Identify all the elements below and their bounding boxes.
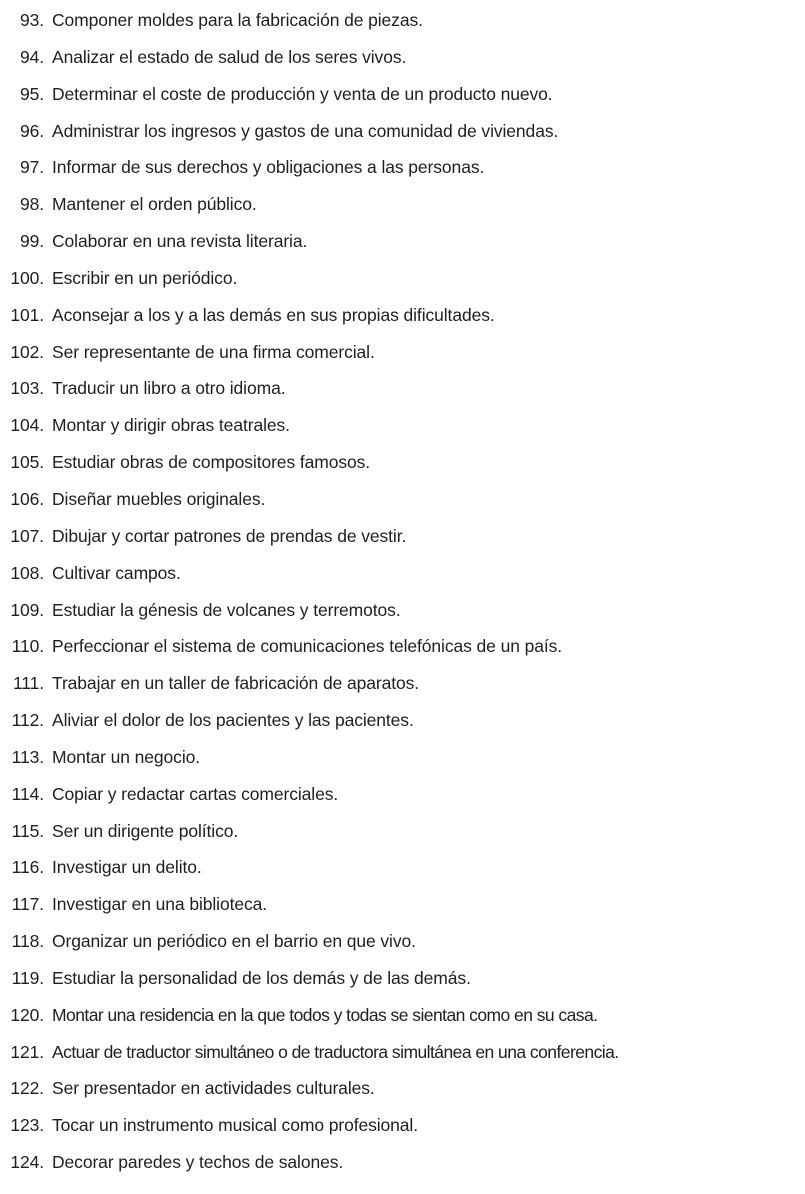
item-number: 100. bbox=[10, 267, 44, 288]
list-item bbox=[0, 334, 805, 371]
list-item bbox=[0, 297, 805, 334]
item-number: 103. bbox=[10, 378, 44, 399]
item-number: 114. bbox=[11, 783, 44, 804]
item-text: Colaborar en una revista literaria. bbox=[52, 231, 308, 252]
list-item bbox=[0, 776, 805, 813]
item-number: 108. bbox=[10, 562, 44, 583]
interest-items-list bbox=[0, 2, 805, 1181]
item-text: Montar un negocio. bbox=[52, 746, 201, 767]
item-text: Cultivar campos. bbox=[52, 562, 181, 583]
list-item bbox=[0, 1070, 805, 1107]
item-text: Informar de sus derechos y obligaciones a las personas. bbox=[52, 157, 485, 178]
item-text: Ser un dirigente político. bbox=[52, 820, 239, 841]
item-number: 97. bbox=[19, 157, 44, 178]
item-number: 115. bbox=[11, 820, 44, 841]
item-text: Organizar un periódico en el barrio en que vivo. bbox=[52, 931, 416, 952]
list-item bbox=[0, 444, 805, 481]
item-number: 105. bbox=[10, 452, 44, 473]
list-item bbox=[0, 702, 805, 739]
item-number: 102. bbox=[10, 341, 44, 362]
item-text: Copiar y redactar cartas comerciales. bbox=[52, 783, 339, 804]
item-text: Determinar el coste de producción y venta de un producto nuevo. bbox=[52, 83, 553, 104]
item-text: Estudiar la personalidad de los demás y de las demás. bbox=[52, 967, 471, 988]
item-number: 121. bbox=[10, 1041, 44, 1062]
item-text: Tocar un instrumento musical como profesional. bbox=[52, 1115, 418, 1136]
item-number: 107. bbox=[10, 525, 44, 546]
item-number: 110. bbox=[11, 636, 44, 657]
list-item bbox=[0, 2, 805, 39]
list-item bbox=[0, 997, 805, 1034]
list-item bbox=[0, 407, 805, 444]
item-text: Investigar en una biblioteca. bbox=[52, 894, 268, 915]
item-text: Aconsejar a los y a las demás en sus propias dificultades. bbox=[52, 304, 495, 325]
list-item bbox=[0, 370, 805, 407]
item-text: Montar una residencia en la que todos y todas se sientan como en su casa. bbox=[52, 1004, 598, 1025]
list-item bbox=[0, 39, 805, 76]
list-item bbox=[0, 923, 805, 960]
item-text: Ser presentador en actividades culturales. bbox=[52, 1078, 375, 1099]
item-number: 112. bbox=[11, 710, 44, 731]
list-item bbox=[0, 113, 805, 150]
item-text: Aliviar el dolor de los pacientes y las pacientes. bbox=[52, 710, 414, 731]
list-item bbox=[0, 186, 805, 223]
item-text: Mantener el orden público. bbox=[52, 194, 257, 215]
list-item bbox=[0, 1107, 805, 1144]
list-item bbox=[0, 665, 805, 702]
item-text: Ser representante de una firma comercial. bbox=[52, 341, 375, 362]
list-item bbox=[0, 518, 805, 555]
item-number: 124. bbox=[10, 1152, 44, 1173]
list-item bbox=[0, 849, 805, 886]
item-number: 101. bbox=[10, 304, 44, 325]
list-item bbox=[0, 628, 805, 665]
item-number: 109. bbox=[10, 599, 44, 620]
item-number: 96. bbox=[19, 120, 44, 141]
item-text: Administrar los ingresos y gastos de una comunidad de viviendas. bbox=[52, 120, 559, 141]
item-number: 111. bbox=[12, 673, 44, 694]
item-number: 122. bbox=[10, 1078, 44, 1099]
item-text: Analizar el estado de salud de los seres vivos. bbox=[52, 46, 407, 67]
item-number: 106. bbox=[10, 488, 44, 509]
list-item bbox=[0, 960, 805, 997]
item-text: Diseñar muebles originales. bbox=[52, 488, 266, 509]
list-item bbox=[0, 886, 805, 923]
list-item bbox=[0, 1144, 805, 1181]
item-text: Montar y dirigir obras teatrales. bbox=[52, 415, 290, 436]
item-number: 123. bbox=[10, 1115, 44, 1136]
item-text: Dibujar y cortar patrones de prendas de vestir. bbox=[52, 525, 407, 546]
item-number: 98. bbox=[19, 194, 44, 215]
item-number: 99. bbox=[19, 231, 44, 252]
item-number: 104. bbox=[10, 415, 44, 436]
list-item bbox=[0, 481, 805, 518]
item-number: 120. bbox=[10, 1004, 44, 1025]
item-text: Componer moldes para la fabricación de piezas. bbox=[52, 10, 423, 30]
list-item bbox=[0, 76, 805, 113]
item-number: 119. bbox=[11, 967, 44, 988]
item-number: 93. bbox=[19, 10, 44, 30]
list-item bbox=[0, 260, 805, 297]
item-number: 94. bbox=[19, 46, 44, 67]
item-text: Escribir en un periódico. bbox=[52, 267, 238, 288]
item-text: Decorar paredes y techos de salones. bbox=[52, 1152, 344, 1173]
item-number: 113. bbox=[11, 746, 44, 767]
item-number: 95. bbox=[19, 83, 44, 104]
item-text: Traducir un libro a otro idioma. bbox=[52, 378, 286, 399]
item-text: Trabajar en un taller de fabricación de aparatos. bbox=[52, 673, 420, 694]
item-text: Investigar un delito. bbox=[52, 857, 202, 878]
list-item bbox=[0, 1034, 805, 1071]
item-text: Actuar de traductor simultáneo o de traductora simultánea en una conferencia. bbox=[52, 1041, 619, 1062]
list-item bbox=[0, 592, 805, 629]
item-text: Estudiar la génesis de volcanes y terremotos. bbox=[52, 599, 401, 620]
item-number: 117. bbox=[11, 894, 44, 915]
item-text: Perfeccionar el sistema de comunicaciones telefónicas de un país. bbox=[52, 636, 563, 657]
item-text: Estudiar obras de compositores famosos. bbox=[52, 452, 371, 473]
list-item bbox=[0, 739, 805, 776]
list-item bbox=[0, 223, 805, 260]
list-item bbox=[0, 555, 805, 592]
list-item bbox=[0, 813, 805, 850]
list-item bbox=[0, 149, 805, 186]
item-number: 116. bbox=[11, 857, 44, 878]
item-number: 118. bbox=[11, 931, 44, 952]
